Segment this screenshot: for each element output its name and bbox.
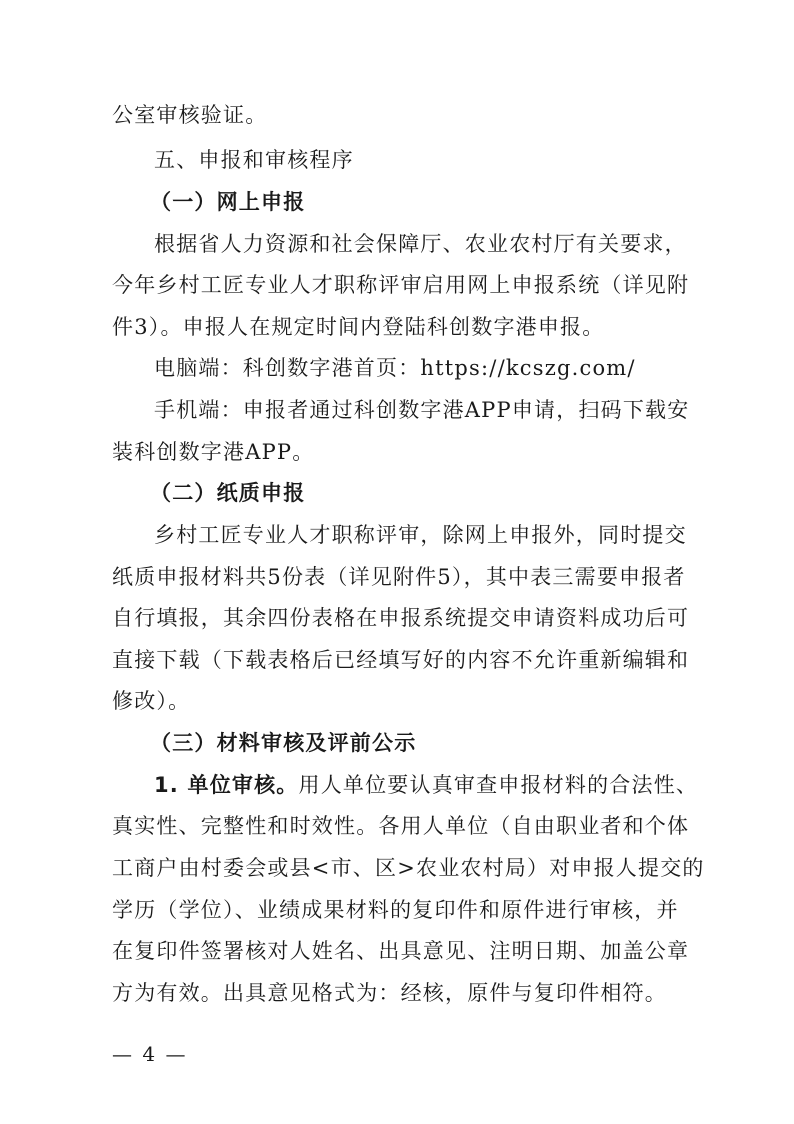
text-line: 真实性、完整性和时效性。各用人单位（自由职业者和个体 — [112, 814, 690, 838]
text-line: 工商户由村委会或县<市、区>农业农村局）对申报人提交的 — [112, 856, 705, 880]
text-line: 根据省人力资源和社会保障厅、农业农村厅有关要求， — [154, 232, 687, 256]
text-line: 手机端：申报者通过科创数字港APP申请，扫码下载安 — [154, 398, 690, 422]
text-line: 方为有效。出具意见格式为：经核，原件与复印件相符。 — [112, 981, 667, 1005]
subsection-heading: （三）材料审核及评前公示 — [150, 731, 417, 755]
text-line: 件3）。申报人在规定时间内登陆科创数字港申报。 — [112, 315, 605, 339]
subsection-heading: （二）纸质申报 — [150, 481, 306, 505]
subsection-heading: （一）网上申报 — [150, 190, 306, 214]
text-line: 今年乡村工匠专业人才职称评审启用网上申报系统（详见附 — [112, 273, 690, 297]
text-line: 装科创数字港APP。 — [112, 440, 315, 464]
text-line: 乡村工匠专业人才职称评审，除网上申报外，同时提交 — [154, 523, 687, 547]
page-number: — 4 — — [112, 1042, 188, 1066]
item-text: 用人单位要认真审查申报材料的合法性、 — [298, 773, 699, 797]
text-line-url: 电脑端：科创数字港首页：https://kcszg.com/ — [154, 356, 636, 380]
text-line: 在复印件签署核对人姓名、出具意见、注明日期、加盖公章 — [112, 939, 690, 963]
section-heading: 五、申报和审核程序 — [154, 148, 354, 172]
text-line: 学历（学位）、业绩成果材料的复印件和原件进行审核，并 — [112, 898, 679, 922]
text-line: 修改）。 — [112, 689, 191, 713]
text-line: 公室审核验证。 — [112, 103, 268, 127]
text-line: 直接下载（下载表格后已经填写好的内容不允许重新编辑和 — [112, 648, 690, 672]
item-lead: 1. 单位审核。 — [154, 773, 299, 797]
text-line: 自行填报，其余四份表格在申报系统提交申请资料成功后可 — [112, 606, 690, 630]
text-line — [154, 771, 699, 799]
text-line: 纸质申报材料共5份表（详见附件5），其中表三需要申报者 — [112, 565, 686, 589]
